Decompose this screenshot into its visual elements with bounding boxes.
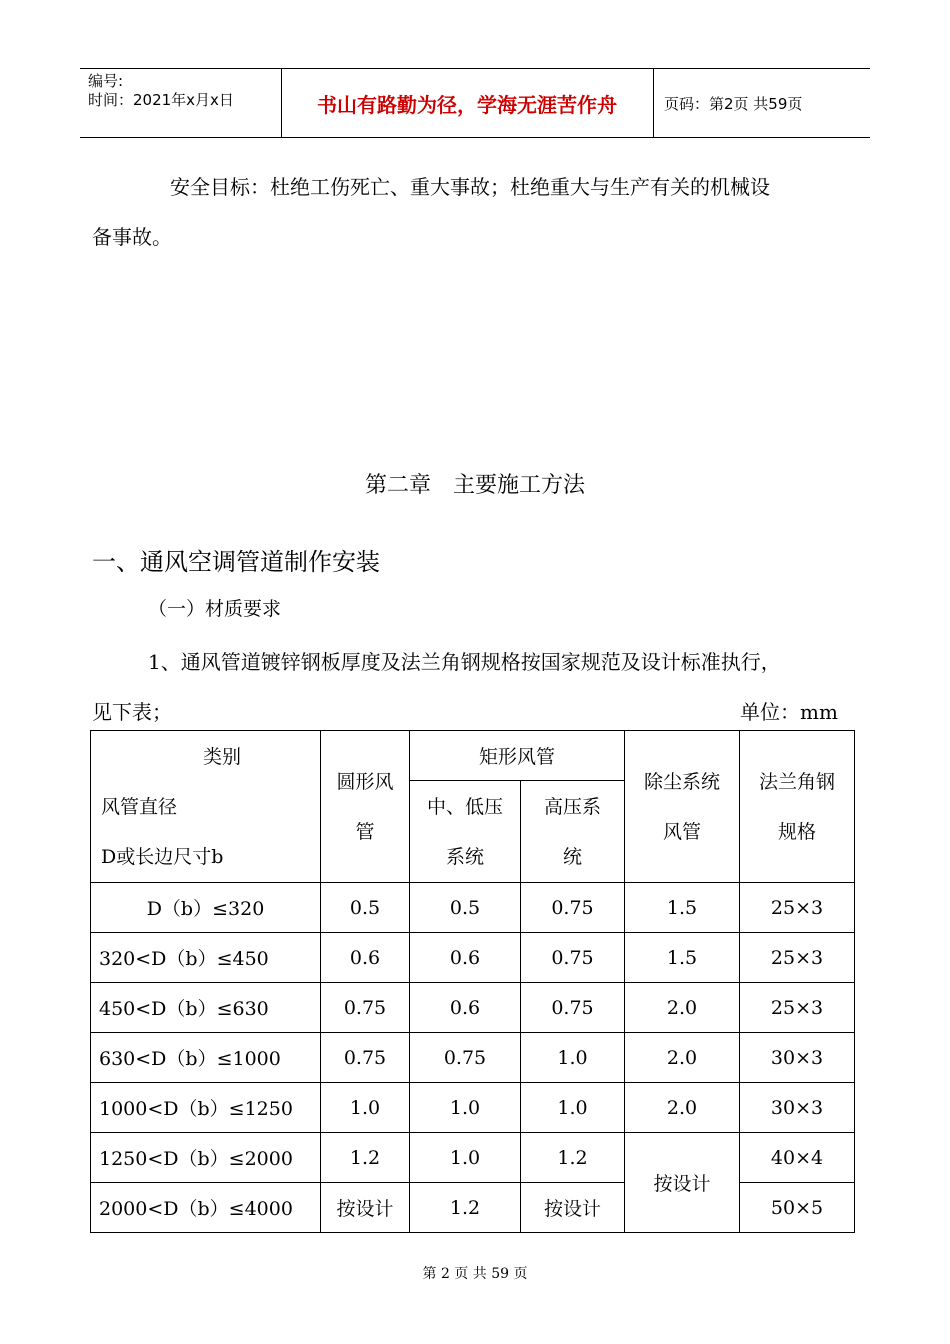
document-date: 时间：2021年x月x日 — [88, 91, 234, 109]
table-row — [91, 883, 855, 933]
document-number-label: 编号: — [88, 72, 124, 90]
header-dust-2: 风管 — [662, 820, 701, 843]
round-cell: 0.6 — [321, 933, 410, 983]
header-round-2: 管 — [355, 820, 375, 843]
table-row — [91, 1183, 855, 1233]
high-pressure-cell: 0.75 — [521, 883, 625, 933]
table-row — [91, 933, 855, 983]
page-header — [80, 68, 870, 138]
header-rect-low-2: 系统 — [445, 845, 484, 868]
low-pressure-cell: 1.0 — [410, 1133, 521, 1183]
low-pressure-cell: 1.2 — [410, 1183, 521, 1233]
safety-goal-line-2: 备事故。 — [92, 225, 172, 249]
item-1-line-1: 1、通风管道镀锌钢板厚度及法兰角钢规格按国家规范及设计标准执行， — [148, 650, 781, 674]
size-cell: 450<D（b）≤630 — [91, 983, 321, 1033]
low-pressure-cell: 0.5 — [410, 883, 521, 933]
high-pressure-cell: 1.0 — [521, 1033, 625, 1083]
header-dust-1: 除尘系统 — [643, 770, 720, 793]
table-row — [91, 983, 855, 1033]
page-footer: 第 2 页 共 59 页 — [422, 1266, 528, 1282]
low-pressure-cell: 0.6 — [410, 933, 521, 983]
size-cell: D（b）≤320 — [91, 883, 321, 933]
dust-cell: 2.0 — [625, 1083, 740, 1133]
size-cell: 630<D（b）≤1000 — [91, 1033, 321, 1083]
high-pressure-cell: 1.0 — [521, 1083, 625, 1133]
dust-cell: 1.5 — [625, 933, 740, 983]
item-1-line-2: 见下表； — [92, 700, 172, 724]
header-rect: 矩形风管 — [410, 731, 625, 781]
safety-goal-line-1: 安全目标：杜绝工伤死亡、重大事故；杜绝重大与生产有关的机械设 — [170, 175, 770, 199]
low-pressure-cell: 1.0 — [410, 1083, 521, 1133]
dust-cell: 1.5 — [625, 883, 740, 933]
header-category-2: 风管直径 — [101, 795, 178, 818]
header-rect-high — [521, 781, 625, 883]
flange-cell: 30×3 — [740, 1083, 855, 1133]
size-cell: 1000<D（b）≤1250 — [91, 1083, 321, 1133]
table-row — [91, 1083, 855, 1133]
header-round-1: 圆形风 — [336, 770, 394, 793]
high-pressure-cell: 0.75 — [521, 933, 625, 983]
header-meta — [80, 69, 282, 137]
dust-cell-merged: 按设计 — [625, 1133, 740, 1233]
round-cell: 1.2 — [321, 1133, 410, 1183]
header-motto: 书山有路勤为径，学海无涯苦作舟 — [281, 69, 654, 137]
high-pressure-cell: 按设计 — [521, 1183, 625, 1233]
flange-cell: 25×3 — [740, 883, 855, 933]
header-flange — [740, 731, 855, 883]
round-cell: 0.5 — [321, 883, 410, 933]
header-page-info: 页码：第2页 共59页 — [664, 94, 803, 113]
header-category-1: 类别 — [203, 745, 242, 768]
size-cell: 2000<D（b）≤4000 — [91, 1183, 321, 1233]
flange-cell: 25×3 — [740, 983, 855, 1033]
header-flange-2: 规格 — [777, 820, 816, 843]
header-dust — [625, 731, 740, 883]
flange-cell: 50×5 — [740, 1183, 855, 1233]
header-rect-high-2: 统 — [562, 845, 582, 868]
dust-cell: 2.0 — [625, 983, 740, 1033]
high-pressure-cell: 1.2 — [521, 1133, 625, 1183]
flange-cell: 30×3 — [740, 1033, 855, 1083]
low-pressure-cell: 0.75 — [410, 1033, 521, 1083]
round-cell: 1.0 — [321, 1083, 410, 1133]
round-cell: 0.75 — [321, 1033, 410, 1083]
flange-cell: 25×3 — [740, 933, 855, 983]
header-rect-low — [410, 781, 521, 883]
section-title: 一、通风空调管道制作安装 — [92, 548, 380, 576]
header-category-3: D或长边尺寸b — [101, 845, 224, 868]
table-row — [91, 1033, 855, 1083]
table-row — [91, 1133, 855, 1183]
header-round — [321, 731, 410, 883]
round-cell: 按设计 — [321, 1183, 410, 1233]
round-cell: 0.75 — [321, 983, 410, 1033]
header-rect-high-1: 高压系 — [543, 795, 601, 818]
high-pressure-cell: 0.75 — [521, 983, 625, 1033]
chapter-title: 第二章 主要施工方法 — [364, 473, 585, 498]
size-cell: 320<D（b）≤450 — [91, 933, 321, 983]
header-rect-low-1: 中、低压 — [426, 795, 503, 818]
unit-label: 单位：mm — [740, 700, 838, 724]
flange-cell: 40×4 — [740, 1133, 855, 1183]
subsection-title: （一）材质要求 — [148, 598, 282, 620]
header-category — [91, 731, 321, 883]
size-cell: 1250<D（b）≤2000 — [91, 1133, 321, 1183]
low-pressure-cell: 0.6 — [410, 983, 521, 1033]
dust-cell: 2.0 — [625, 1033, 740, 1083]
duct-spec-table — [90, 730, 855, 1233]
header-flange-1: 法兰角钢 — [758, 770, 835, 793]
